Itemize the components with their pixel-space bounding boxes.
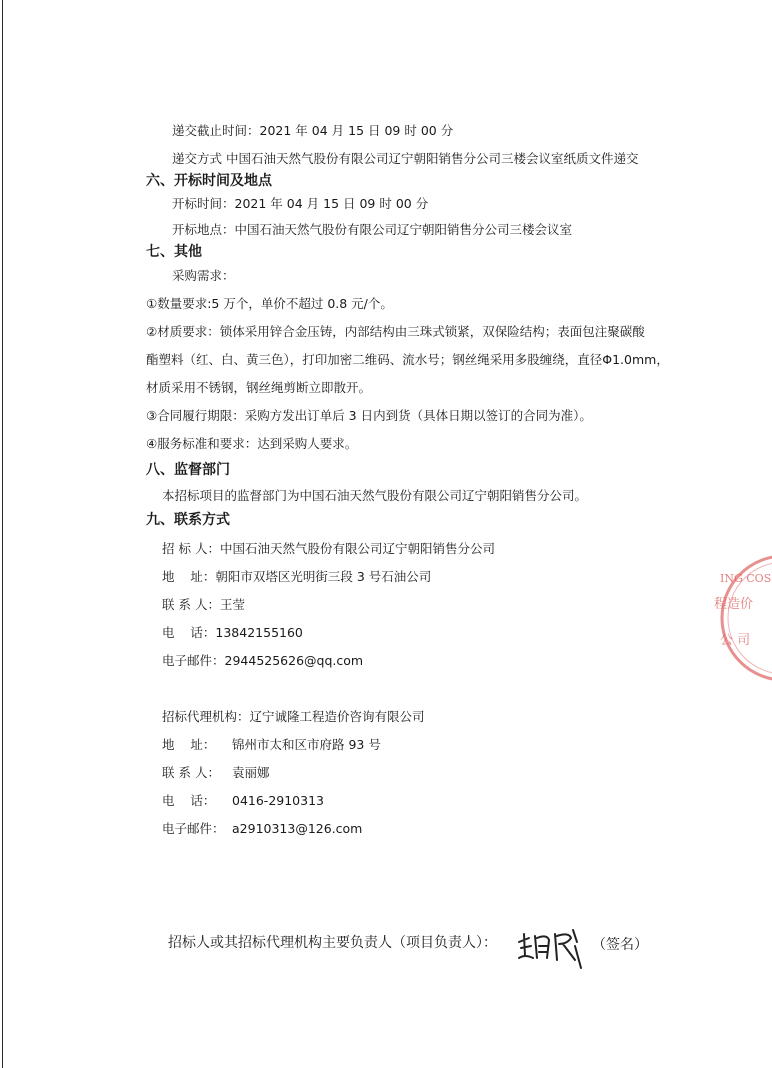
agency-email: a2910313@126.com bbox=[232, 821, 363, 836]
agency-contact-label: 联 系 人： bbox=[162, 765, 220, 780]
supervision-text: 本招标项目的监督部门为中国石油天然气股份有限公司辽宁朝阳销售分公司。 bbox=[162, 488, 588, 503]
agency-name-row bbox=[162, 709, 425, 725]
agency-email-label: 电子邮件： bbox=[162, 821, 225, 836]
agency-address-label: 地 址： bbox=[162, 737, 216, 752]
tenderer-name: 中国石油天然气股份有限公司辽宁朝阳销售分公司 bbox=[219, 541, 495, 556]
tenderer-phone-label: 电 话： bbox=[162, 625, 216, 640]
procurement-intro: 采购需求： bbox=[172, 268, 235, 283]
tenderer-name-label: 招 标 人： bbox=[162, 541, 220, 556]
agency-contact-row bbox=[162, 765, 270, 781]
tenderer-phone-row bbox=[162, 625, 303, 641]
signature-label: 招标人或其招标代理机构主要负责人（项目负责人）： bbox=[168, 935, 497, 951]
tenderer-contact-label: 联 系 人： bbox=[162, 597, 220, 612]
tenderer-email: 2944525626@qq.com bbox=[224, 653, 364, 668]
agency-address-row bbox=[162, 737, 381, 753]
opening-place: 开标地点：中国石油天然气股份有限公司辽宁朝阳销售分公司三楼会议室 bbox=[172, 222, 573, 237]
tenderer-contact: 王莹 bbox=[219, 597, 245, 612]
agency-name: 辽宁诚隆工程造价咨询有限公司 bbox=[249, 709, 425, 724]
agency-address: 锦州市太和区市府路 93 号 bbox=[232, 737, 381, 752]
company-seal-stamp bbox=[712, 552, 772, 684]
section9-title: 九、联系方式 bbox=[146, 512, 230, 528]
agency-name-label: 招标代理机构： bbox=[162, 709, 250, 724]
requirement-material-line2: 酯塑料（红、白、黄三色），打印加密二维码、流水号；钢丝绳采用多股缠绕，直径Φ1.0mm， bbox=[146, 352, 669, 367]
requirement-quantity: ①数量要求:5 万个，单价不超过 0.8 元/个。 bbox=[146, 296, 393, 311]
section6-title: 六、开标时间及地点 bbox=[146, 173, 272, 189]
tenderer-name-row bbox=[162, 541, 495, 557]
tenderer-address-label: 地 址： bbox=[162, 569, 216, 584]
signature-suffix: （签名） bbox=[592, 937, 648, 953]
submission-deadline: 递交截止时间：2021 年 04 月 15 日 09 时 00 分 bbox=[172, 123, 454, 138]
tenderer-email-label: 电子邮件： bbox=[162, 653, 225, 668]
tenderer-address: 朝阳市双塔区光明街三段 3 号石油公司 bbox=[215, 569, 432, 584]
agency-contact: 袁丽娜 bbox=[232, 765, 270, 780]
agency-phone: 0416-2910313 bbox=[232, 793, 324, 808]
agency-phone-label: 电 话： bbox=[162, 793, 216, 808]
agency-phone-row bbox=[162, 793, 324, 809]
svg-text:公 司: 公 司 bbox=[720, 633, 751, 648]
section7-title: 七、其他 bbox=[146, 244, 202, 260]
tenderer-email-row bbox=[162, 653, 363, 669]
svg-text:程造价: 程造价 bbox=[714, 597, 754, 612]
svg-text:ING COS: ING COS bbox=[720, 572, 772, 585]
agency-email-row bbox=[162, 821, 362, 837]
requirement-material-line3: 材质采用不锈钢，钢丝绳剪断立即散开。 bbox=[146, 380, 372, 395]
requirement-material-line1: ②材质要求：锁体采用锌合金压铸，内部结构由三珠式锁紧，双保险结构；表面包注聚碳酸 bbox=[146, 324, 645, 339]
tenderer-address-row bbox=[162, 569, 431, 585]
section8-title: 八、监督部门 bbox=[146, 462, 230, 478]
tenderer-contact-row bbox=[162, 597, 245, 613]
opening-time: 开标时间：2021 年 04 月 15 日 09 时 00 分 bbox=[172, 196, 429, 211]
tenderer-phone: 13842155160 bbox=[215, 625, 303, 640]
requirement-service: ④服务标准和要求：达到采购人要求。 bbox=[146, 436, 358, 451]
handwritten-signature bbox=[515, 920, 587, 972]
requirement-contract-period: ③合同履行期限：采购方发出订单后 3 日内到货（具体日期以签订的合同为准）。 bbox=[146, 408, 592, 423]
submission-method: 递交方式 中国石油天然气股份有限公司辽宁朝阳销售分公司三楼会议室纸质文件递交 bbox=[172, 151, 639, 166]
page-left-border bbox=[2, 0, 3, 1068]
